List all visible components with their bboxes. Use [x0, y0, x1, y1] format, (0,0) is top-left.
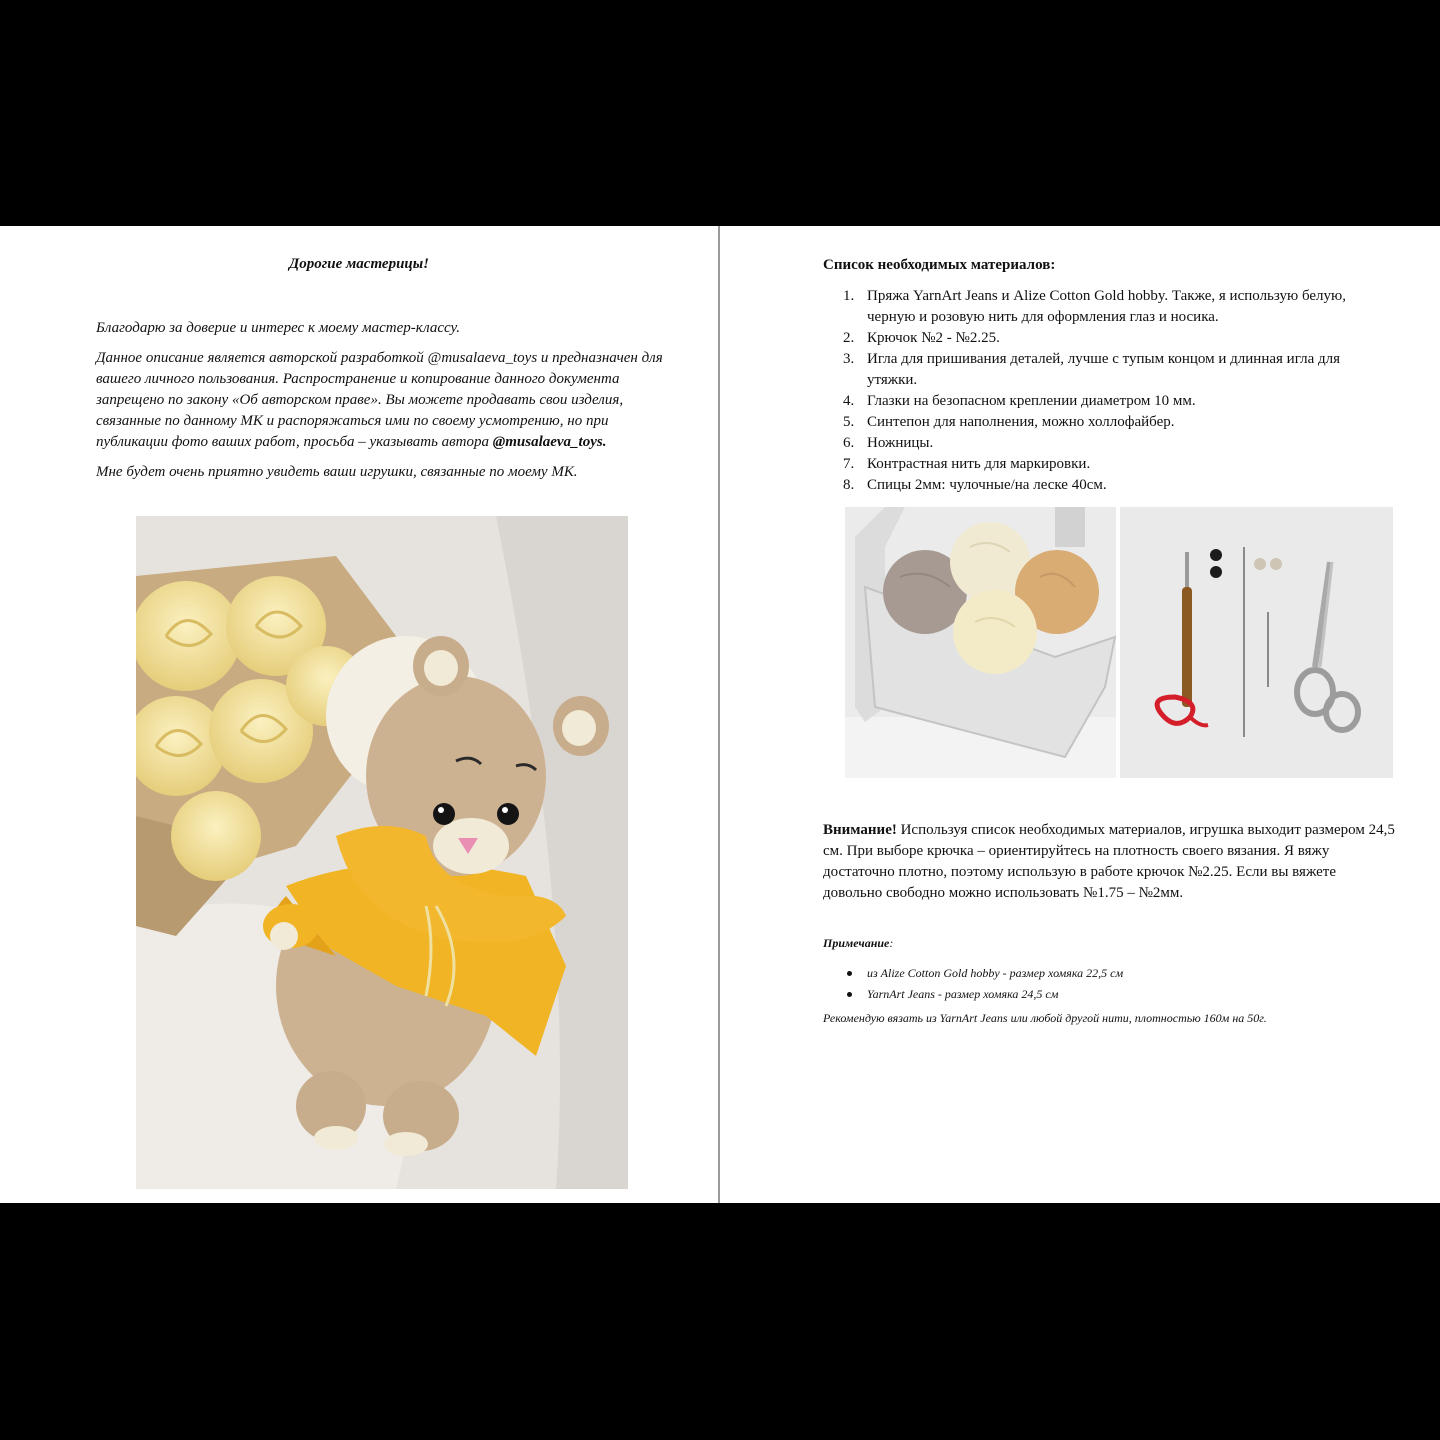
list-item-text: Спицы 2мм: чулочные/на леске 40см.	[867, 477, 1107, 493]
list-item	[823, 475, 1393, 496]
yarn-box-photo	[845, 507, 1116, 778]
document-spread	[0, 226, 1440, 1203]
intro-paragraph-1: Благодарю за доверие и интерес к моему мастер-классу.	[96, 320, 460, 336]
list-item-text: Глазки на безопасном креплении диаметром 10 мм.	[867, 393, 1196, 409]
tools-photo	[1120, 507, 1393, 778]
list-item-text: Ножницы.	[867, 435, 934, 451]
list-item	[823, 412, 1393, 433]
intro-paragraph-3: Мне будет очень приятно увидеть ваши игрушки, связанные по моему МК.	[96, 464, 578, 480]
note-title-colon: :	[889, 936, 894, 950]
crocheted-hamster-photo	[136, 516, 628, 1189]
list-number: 2.	[843, 330, 855, 346]
list-item-text: Игла для пришивания деталей, лучше с тупым концом и длинная игла для утяжки.	[867, 351, 1340, 388]
list-number: 5.	[843, 414, 855, 430]
list-item	[823, 454, 1393, 475]
note-title-text: Примечание	[823, 936, 890, 950]
list-item-text: Контрастная нить для маркировки.	[867, 456, 1091, 472]
list-item: из Alize Cotton Gold hobby - размер хомяка 22,5 см	[845, 963, 1123, 984]
copyright-text: Данное описание является авторской разработкой @musalaeva_toys и предназначен для вашего личного пользования. Распространение и копирование данного документа запрещено по закону «Об авторском праве». Вы можете продавать свои изделия, связанные по данному МК и распоряжаться ими по своему усмотрению, но при публикации фото ваших работ, просьба – указывать автора	[96, 350, 663, 450]
list-item: YarnArt Jeans - размер хомяка 24,5 см	[845, 984, 1123, 1005]
intro-paragraph-2	[96, 348, 676, 453]
list-item-text: Пряжа YarnArt Jeans и Alize Cotton Gold hobby. Также, я использую белую, черную и розовую нить для оформления глаз и носика.	[867, 288, 1346, 325]
attention-body: Используя список необходимых материалов, игрушка выходит размером 24,5 см. При выборе крючка – ориентируйтесь на плотность своего вязания. Я вяжу достаточно плотно, поэтому использую в работе крючок №2.25. Если вы вяжете довольно свободно можно использовать №1.75 – №2мм.	[823, 822, 1395, 901]
materials-list	[823, 286, 1393, 496]
left-page-title: Дорогие мастерицы!	[288, 256, 430, 272]
recommendation-text: Рекомендую вязать из YarnArt Jeans или любой другой нити, плотностью 160м на 50г.	[823, 1011, 1267, 1025]
list-item-text: Крючок №2 - №2.25.	[867, 330, 1000, 346]
author-handle: @musalaeva_toys.	[492, 434, 607, 450]
note-title	[823, 936, 893, 951]
list-number: 7.	[843, 456, 855, 472]
list-number: 1.	[843, 288, 855, 304]
note-list	[845, 963, 1123, 1005]
list-item	[823, 391, 1393, 412]
list-item	[823, 349, 1393, 391]
list-number: 3.	[843, 351, 855, 367]
attention-label: Внимание!	[823, 822, 897, 838]
intro-text	[96, 318, 676, 492]
list-item	[823, 328, 1393, 349]
list-item	[823, 433, 1393, 454]
list-number: 6.	[843, 435, 855, 451]
page-divider	[718, 226, 720, 1203]
list-number: 8.	[843, 477, 855, 493]
attention-text	[823, 820, 1395, 904]
list-number: 4.	[843, 393, 855, 409]
list-item-text: Синтепон для наполнения, можно холлофайбер.	[867, 414, 1175, 430]
materials-title: Список необходимых материалов:	[823, 257, 1056, 273]
list-item	[823, 286, 1393, 328]
